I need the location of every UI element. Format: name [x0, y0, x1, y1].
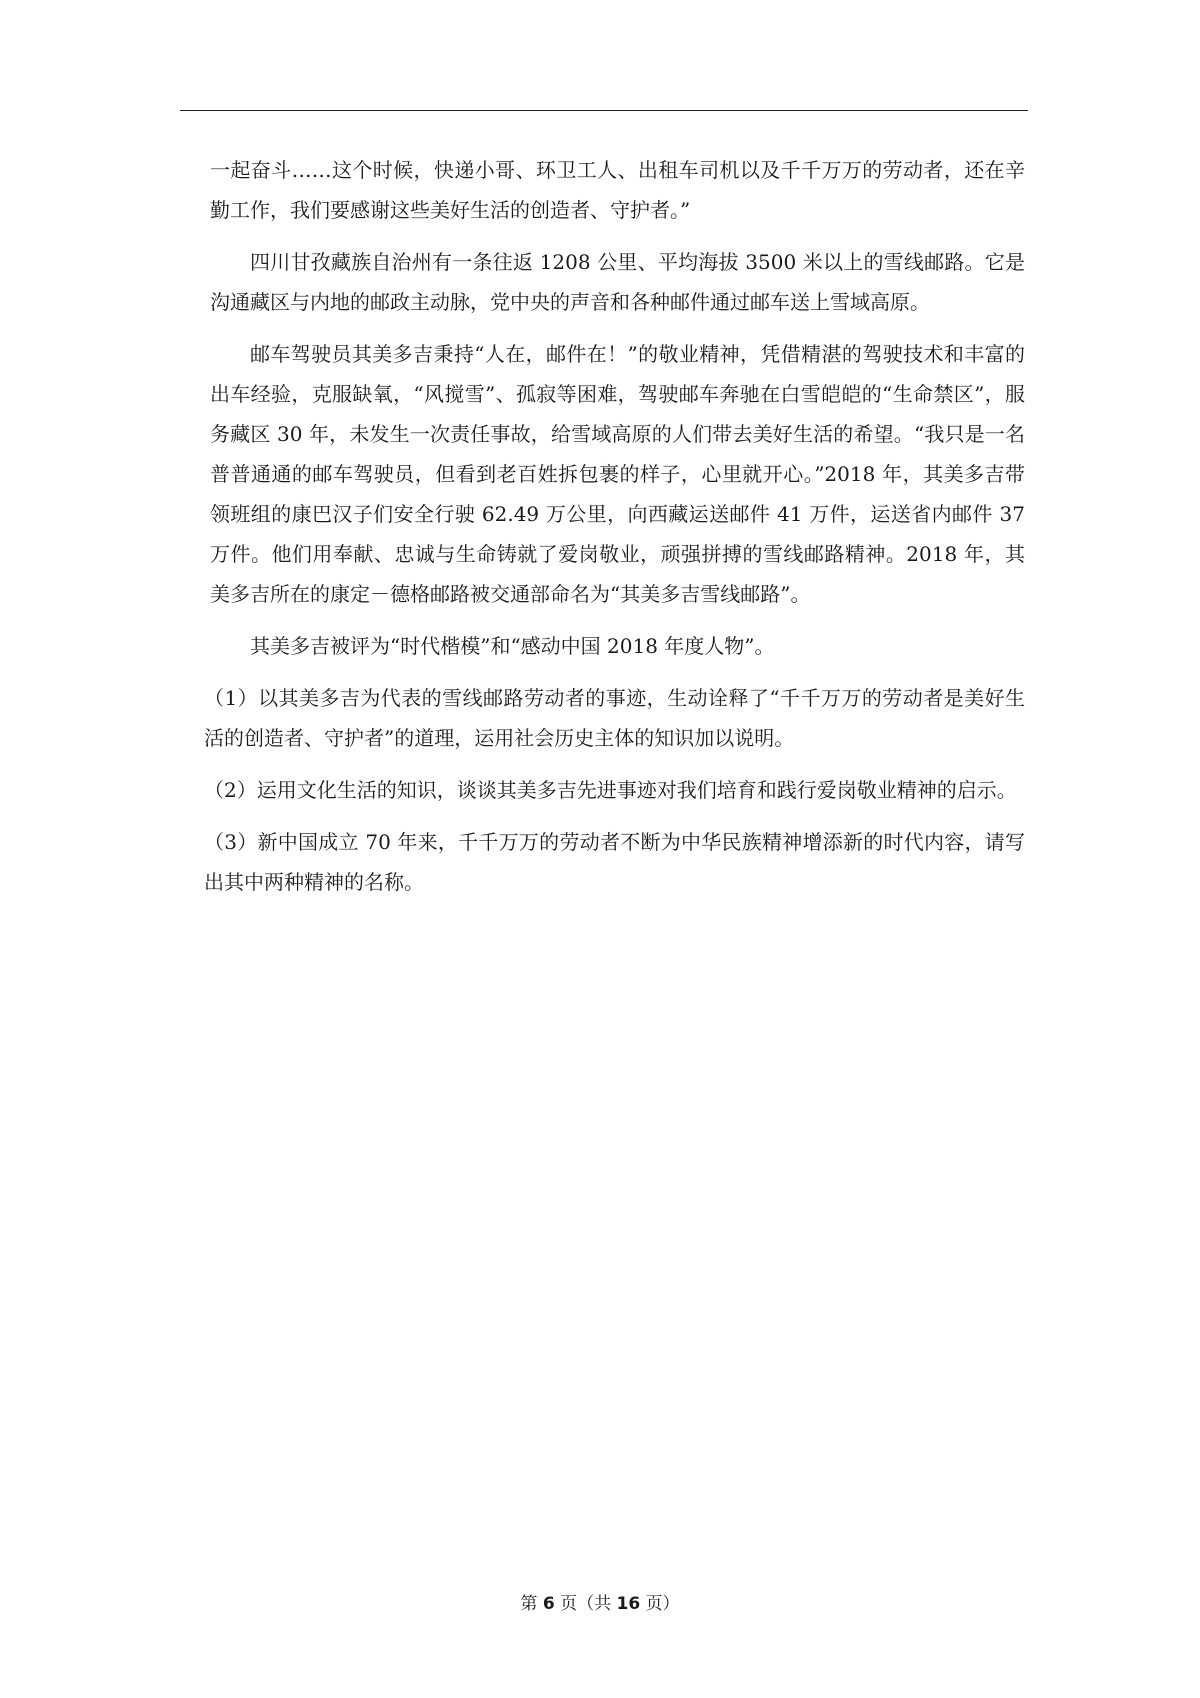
paragraph-mail-route: 四川甘孜藏族自治州有一条往返 1208 公里、平均海拔 3500 米以上的雪线邮路。它是沟通藏区与内地的邮政主动脉，党中央的声音和各种邮件通过邮车送上雪域高原。 [210, 250, 1025, 314]
header-rule [180, 110, 1028, 111]
footer-page-number: 6 [542, 1594, 555, 1614]
question-1: （1）以其美多吉为代表的雪线邮路劳动者的事迹，生动诠释了“千千万万的劳动者是美好生活的创造者、守护者”的道理，运用社会历史主体的知识加以说明。 [204, 686, 1025, 750]
question-3: （3）新中国成立 70 年来，千千万万的劳动者不断为中华民族精神增添新的时代内容，请写出其中两种精神的名称。 [204, 830, 1025, 894]
footer-suffix: 页） [645, 1594, 680, 1614]
document-body [204, 150, 1025, 914]
page-footer [0, 1592, 1200, 1616]
paragraph-continued: 一起奋斗……这个时候，快递小哥、环卫工人、出租车司机以及千千万万的劳动者，还在辛勤工作，我们要感谢这些美好生活的创造者、守护者。” [210, 158, 1025, 222]
paragraph-driver-story: 邮车驾驶员其美多吉秉持“人在，邮件在！”的敬业精神，凭借精湛的驾驶技术和丰富的出车经验，克服缺氧，“风搅雪”、孤寂等困难，驾驶邮车奔驰在白雪皑皑的“生命禁区”，服务藏区 30 年，未发生一次责任事故，给雪域高原的人们带去美好生活的希望。“我只是一名普普通通的邮车驾驶员，但看到老百姓拆包裹的样子，心里就开心。”2018 年，其美多吉带领班组的康巴汉子们安全行驶 62.49 万公里，向西藏运送邮件 41 万件，运送省内邮件 37 万件。他们用奉献、忠诚与生命铸就了爱岗敬业，顽强拼搏的雪线邮路精神。2018 年，其美多吉所在的康定－德格邮路被交通部命名为“其美多吉雪线邮路”。 [210, 342, 1025, 606]
paragraph-honors: 其美多吉被评为“时代楷模”和“感动中国 2018 年度人物”。 [250, 634, 775, 658]
footer-prefix: 第 [520, 1594, 538, 1614]
footer-total-pages: 16 [616, 1594, 641, 1614]
footer-middle: 页（共 [560, 1594, 612, 1614]
question-2: （2）运用文化生活的知识，谈谈其美多吉先进事迹对我们培育和践行爱岗敬业精神的启示。 [204, 778, 1017, 802]
